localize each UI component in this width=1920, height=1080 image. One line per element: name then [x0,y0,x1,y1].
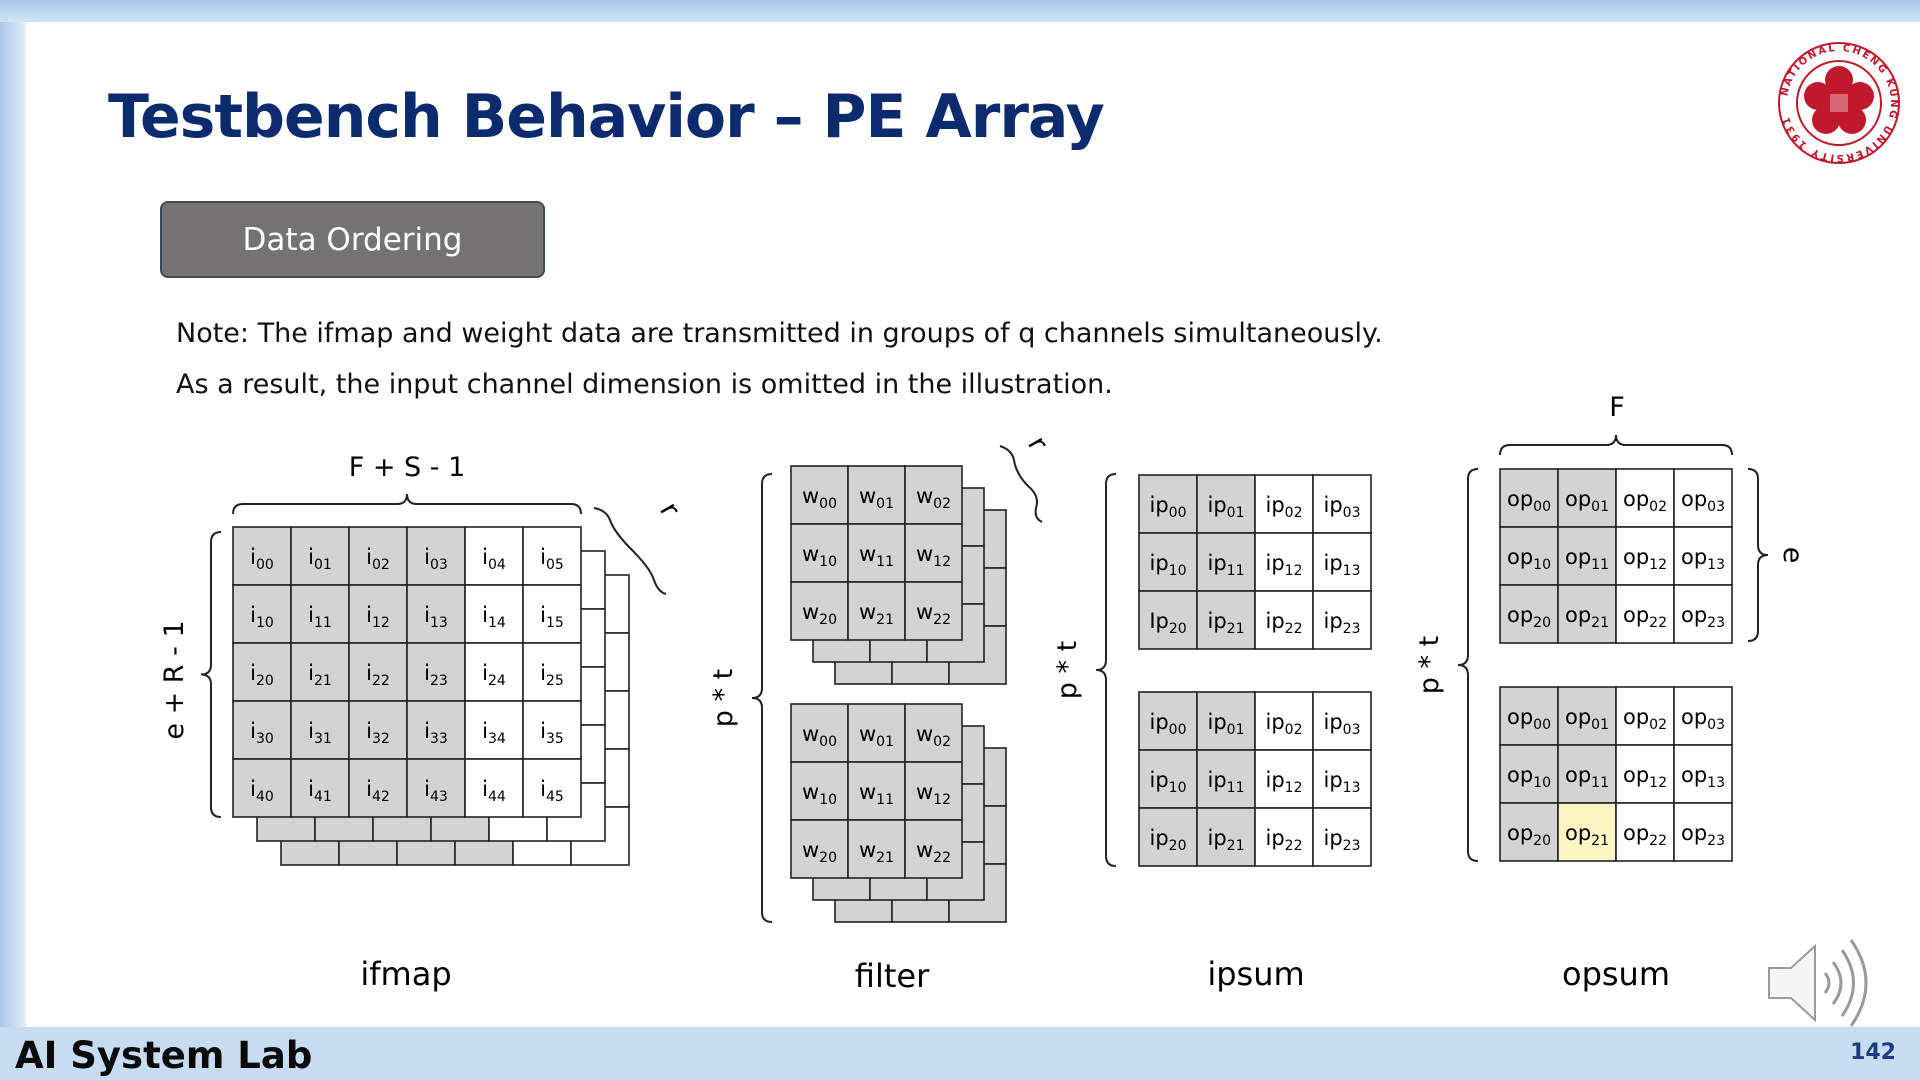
ifmap-cell [407,759,465,817]
ifmap-cell-label: $i_{11}$ [308,603,332,631]
filter-height-label: p * t [708,668,739,728]
opsum-cell-label: $op_{20}$ [1506,603,1552,631]
ifmap-cell-label: $i_{21}$ [308,661,332,689]
ifmap-cell [233,759,291,817]
ifmap-cell-label: $i_{04}$ [482,545,506,573]
ifmap-cell-label: $i_{01}$ [308,545,332,573]
opsum-width-label: F [1609,392,1625,423]
ifmap-cell-label: $i_{22}$ [366,661,390,689]
filter-cell-label: $w_{12}$ [915,780,952,808]
ifmap-cell [349,585,407,643]
ifmap-depth-label: r [653,497,686,523]
ipsum-cell-label: $ip_{21}$ [1207,826,1245,854]
ipsum-cell-label: $ip_{22}$ [1265,826,1303,854]
ifmap-cell-label: $i_{10}$ [250,603,274,631]
ifmap-cell-label: $i_{15}$ [540,603,564,631]
filter-height-brace [752,474,772,922]
opsum-cell-label: $op_{21}$ [1564,603,1610,631]
ifmap-cell [291,527,349,585]
filter-cell [905,704,962,762]
ipsum-cell-label: $ip_{20}$ [1149,826,1187,854]
footer-lab-name: AI System Lab [15,1034,313,1077]
ifmap-cell [465,759,523,817]
ifmap-cell [523,759,581,817]
ipsum-cell-label: $ip_{21}$ [1207,609,1245,637]
ifmap-cell [523,701,581,759]
ipsum-height-label: p * t [1052,640,1083,700]
filter-cell-label: $w_{01}$ [858,722,895,750]
ifmap-cell-label: $i_{40}$ [250,777,274,805]
ifmap-cell [407,527,465,585]
ifmap-cell-label: $i_{20}$ [250,661,274,689]
opsum-cell-label: $op_{22}$ [1622,821,1668,849]
speaker-icon[interactable] [1765,938,1875,1028]
opsum-cell-label: $op_{02}$ [1622,705,1668,733]
filter-cell-label: $w_{20}$ [801,600,838,628]
filter-caption: filter [854,957,930,995]
ifmap-cell [465,701,523,759]
ipsum-cell-label: $ip_{23}$ [1323,609,1361,637]
ipsum-cell-label: $ip_{11}$ [1207,551,1245,579]
ipsum-cell-label: $ip_{01}$ [1207,710,1245,738]
filter-cell-label: $w_{22}$ [915,838,952,866]
ifmap-cell [349,759,407,817]
ifmap-cell [349,643,407,701]
filter-cell [848,762,905,820]
opsum-cell-label: $op_{22}$ [1622,603,1668,631]
ifmap-cell-label: $i_{32}$ [366,719,390,747]
seal-lettering: NATIONAL CHENG KUNG UNIVERSITY 1931 [1779,42,1900,164]
ipsum-cell-label: $ip_{01}$ [1207,493,1245,521]
filter-cell-label: $w_{21}$ [858,600,895,628]
ifmap-cell-label: $i_{00}$ [250,545,274,573]
data-ordering-button[interactable]: Data Ordering [160,201,545,278]
ifmap-cell [465,527,523,585]
ifmap-cell [233,585,291,643]
ifmap-cell [523,585,581,643]
filter-cell-label: $w_{11}$ [858,542,895,570]
ifmap-cell [465,585,523,643]
ifmap-cell [407,701,465,759]
ifmap-cell [291,643,349,701]
filter-cell [848,704,905,762]
opsum-cell-label: $op_{00}$ [1506,487,1552,515]
opsum-height-label: p * t [1414,635,1445,695]
filter-cell [791,820,848,878]
ipsum-cell-label: $ip_{13}$ [1323,551,1361,579]
filter-cell [848,820,905,878]
opsum-cell-label: $op_{00}$ [1506,705,1552,733]
page-number: 142 [1850,1040,1896,1065]
ifmap-cell-label: $i_{42}$ [366,777,390,805]
filter-cell-label: $w_{11}$ [858,780,895,808]
ifmap-cell [349,701,407,759]
ipsum-height-brace [1096,474,1116,866]
ipsum-cell-label: $ip_{12}$ [1265,551,1303,579]
ifmap-cell [523,527,581,585]
ifmap-cell [233,527,291,585]
opsum-cell-label: $op_{01}$ [1564,705,1610,733]
filter-cell [848,524,905,582]
filter-cell-label: $w_{00}$ [801,722,838,750]
filter-cell-label: $w_{01}$ [858,484,895,512]
filter-cell [905,524,962,582]
opsum-cell-label: $op_{11}$ [1564,545,1610,573]
slide-title: Testbench Behavior – PE Array [108,82,1104,152]
opsum-cell-label: $op_{03}$ [1680,705,1726,733]
opsum-cell-label: $op_{20}$ [1506,821,1552,849]
ifmap-cell-label: $i_{25}$ [540,661,564,689]
filter-cell [848,582,905,640]
ifmap-cell-label: $i_{31}$ [308,719,332,747]
filter-cell [791,704,848,762]
filter-cell-label: $w_{22}$ [915,600,952,628]
ipsum-cell-label: $ip_{23}$ [1323,826,1361,854]
opsum-cell-label: $op_{23}$ [1680,603,1726,631]
ipsum-cell-label: $ip_{00}$ [1149,710,1187,738]
ipsum-cell-label: $ip_{12}$ [1265,768,1303,796]
opsum-cell-label: $op_{11}$ [1564,763,1610,791]
ifmap-cell-label: $i_{34}$ [482,719,506,747]
opsum-e-brace [1748,469,1768,641]
ifmap-cell [407,643,465,701]
opsum-cell-label: $op_{13}$ [1680,545,1726,573]
ipsum-cell-label: $Ip_{20}$ [1149,609,1187,637]
filter-cell-label: $w_{12}$ [915,542,952,570]
ifmap-cell [291,585,349,643]
ipsum-cell-label: $ip_{02}$ [1265,710,1303,738]
opsum-cell-label: $op_{21}$ [1564,821,1610,849]
ipsum-cell-label: $ip_{03}$ [1323,493,1361,521]
ifmap-cell-label: $i_{45}$ [540,777,564,805]
opsum-cell-label: $op_{13}$ [1680,763,1726,791]
filter-cell-label: $w_{00}$ [801,484,838,512]
ifmap-cell [465,643,523,701]
ifmap-cell-label: $i_{02}$ [366,545,390,573]
ifmap-cell [291,701,349,759]
opsum-cell-label: $op_{10}$ [1506,545,1552,573]
opsum-cell-label: $op_{12}$ [1622,545,1668,573]
filter-cell-label: $w_{02}$ [915,722,952,750]
filter-cell [791,466,848,524]
filter-cell-label: $w_{20}$ [801,838,838,866]
ipsum-cell-label: $ip_{13}$ [1323,768,1361,796]
filter-cell-label: $w_{21}$ [858,838,895,866]
ifmap-cell-label: $i_{23}$ [424,661,448,689]
filter-cell [791,582,848,640]
ipsum-cell-label: $ip_{10}$ [1149,551,1187,579]
note-line-2: As a result, the input channel dimension is omitted in the illustration. [176,369,1113,400]
ipsum-cell-label: $ip_{22}$ [1265,609,1303,637]
ifmap-cell-label: $i_{41}$ [308,777,332,805]
ifmap-cell-label: $i_{03}$ [424,545,448,573]
ifmap-width-label: F + S - 1 [348,452,466,483]
ifmap-cell-label: $i_{13}$ [424,603,448,631]
opsum-cell-label: $op_{10}$ [1506,763,1552,791]
opsum-width-brace [1500,435,1732,455]
ifmap-cell [233,701,291,759]
ipsum-cell-label: $ip_{11}$ [1207,768,1245,796]
ifmap-cell-label: $i_{33}$ [424,719,448,747]
ipsum-cell-label: $ip_{03}$ [1323,710,1361,738]
ipsum-cell-label: $ip_{10}$ [1149,768,1187,796]
ipsum-cell-label: $ip_{00}$ [1149,493,1187,521]
filter-cell-label: $w_{02}$ [915,484,952,512]
opsum-caption: opsum [1561,955,1671,993]
opsum-cell-label: $op_{23}$ [1680,821,1726,849]
ifmap-cell-label: $i_{14}$ [482,603,506,631]
ipsum-cell-label: $ip_{02}$ [1265,493,1303,521]
ifmap-cell-label: $i_{43}$ [424,777,448,805]
ipsum-caption: ipsum [1207,955,1305,993]
ifmap-cell-label: $i_{44}$ [482,777,506,805]
opsum-height-brace [1458,469,1478,861]
ifmap-caption: ifmap [360,955,452,993]
filter-cell [905,762,962,820]
ifmap-cell-label: $i_{35}$ [540,719,564,747]
ifmap-cell-label: $i_{05}$ [540,545,564,573]
filter-cell [905,466,962,524]
filter-cell-label: $w_{10}$ [801,780,838,808]
filter-cell [905,820,962,878]
ifmap-cell [407,585,465,643]
ifmap-cell [523,643,581,701]
filter-cell [905,582,962,640]
ifmap-cell [233,643,291,701]
note-line-1: Note: The ifmap and weight data are transmitted in groups of q channels simultaneously. [176,318,1383,349]
ifmap-cell [291,759,349,817]
opsum-side-label: e [1777,546,1808,564]
filter-cell [848,466,905,524]
ifmap-cell [349,527,407,585]
ifmap-cell-label: $i_{24}$ [482,661,506,689]
opsum-cell-label: $op_{01}$ [1564,487,1610,515]
opsum-cell-label: $op_{02}$ [1622,487,1668,515]
filter-cell [791,762,848,820]
ifmap-cell-label: $i_{30}$ [250,719,274,747]
opsum-cell-label: $op_{12}$ [1622,763,1668,791]
ifmap-height-label: e + R - 1 [159,620,190,740]
ifmap-cell-label: $i_{12}$ [366,603,390,631]
filter-cell [791,524,848,582]
ifmap-height-brace [201,532,221,817]
filter-depth-label: r [1021,431,1054,457]
filter-cell-label: $w_{10}$ [801,542,838,570]
opsum-cell-label: $op_{03}$ [1680,487,1726,515]
ifmap-width-brace [233,494,581,514]
